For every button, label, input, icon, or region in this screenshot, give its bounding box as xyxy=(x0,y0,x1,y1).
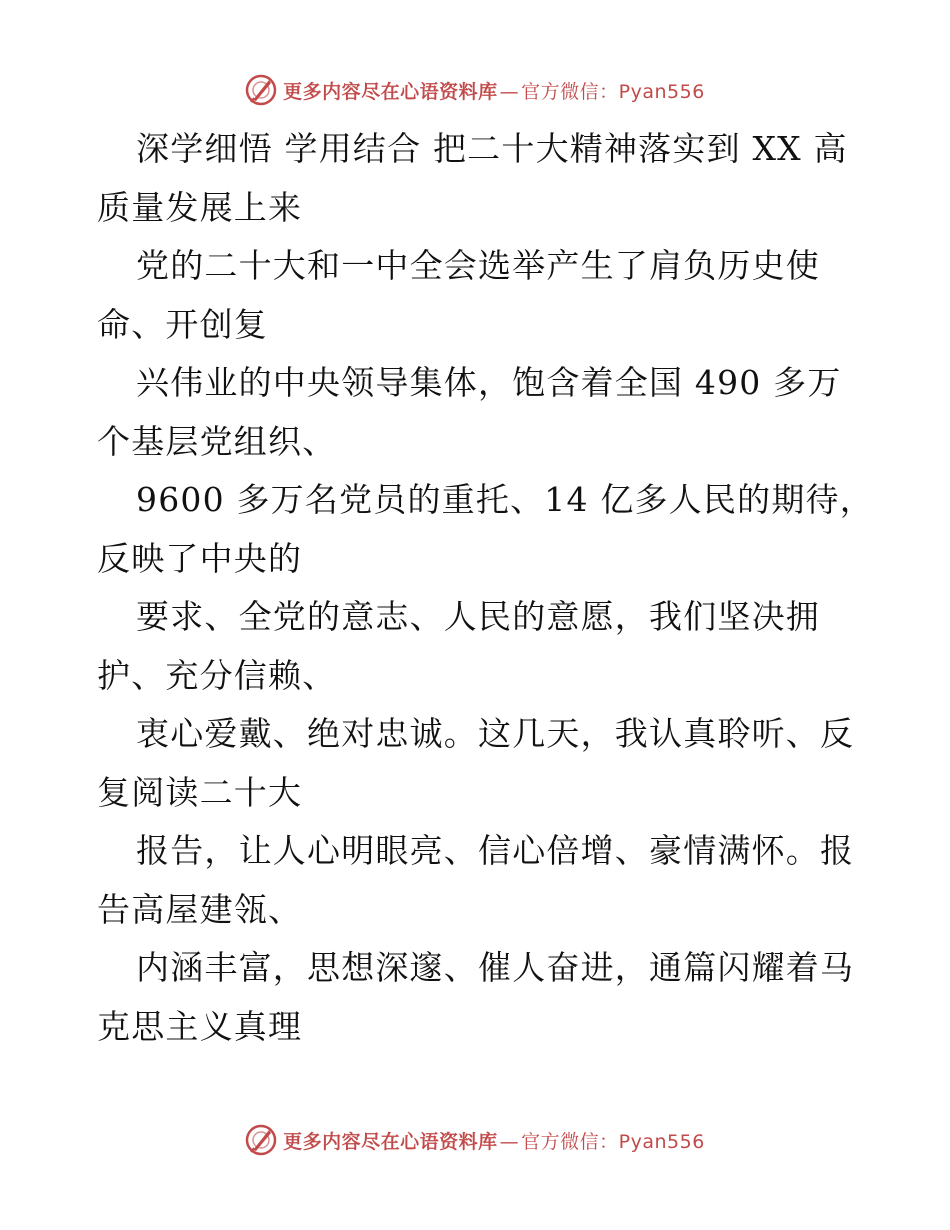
watermark-separator: — xyxy=(499,1130,520,1153)
paragraph-continuation-line: 护、充分信赖、 xyxy=(97,655,337,695)
quill-logo-icon xyxy=(245,1124,277,1156)
quill-logo-icon xyxy=(245,74,277,106)
paragraph-continuation-line: 反映了中央的 xyxy=(97,538,303,578)
paragraph-line: 兴伟业的中央领导集体，饱含着全国 490 多万 xyxy=(136,363,842,402)
paragraph-line: 9600 多万名党员的重托、14 亿多人民的期待， xyxy=(136,480,874,519)
paragraph-continuation-line: 命、开创复 xyxy=(97,304,268,344)
paragraph-continuation-line: 复阅读二十大 xyxy=(97,772,303,812)
watermark-text xyxy=(283,77,705,104)
header-watermark xyxy=(0,70,950,110)
paragraph-line: 内涵丰富，思想深邃、催人奋进，通篇闪耀着马 xyxy=(136,948,855,987)
watermark-main: 更多内容尽在心语资料库 xyxy=(283,1130,498,1153)
footer-watermark xyxy=(0,1120,950,1160)
paragraph-line: 报告，让人心明眼亮、信心倍增、豪情满怀。报 xyxy=(136,831,855,870)
paragraph-continuation-line: 质量发展上来 xyxy=(97,187,303,227)
watermark-separator: — xyxy=(499,80,520,103)
watermark-text xyxy=(283,1127,705,1154)
document-body xyxy=(97,120,874,1056)
paragraph-continuation-line: 克思主义真理 xyxy=(97,1006,303,1046)
paragraph-line: 衷心爱戴、绝对忠诚。这几天，我认真聆听、反 xyxy=(136,714,855,753)
paragraph-continuation-line: 个基层党组织、 xyxy=(97,421,337,461)
paragraph-line: 深学细悟 学用结合 把二十大精神落实到 XX 高 xyxy=(136,129,848,168)
watermark-main: 更多内容尽在心语资料库 xyxy=(283,80,498,103)
watermark-official: 官方微信：Pyan556 xyxy=(521,80,705,103)
watermark-official: 官方微信：Pyan556 xyxy=(521,1130,705,1153)
paragraph-line: 党的二十大和一中全会选举产生了肩负历史使 xyxy=(136,246,820,285)
paragraph-continuation-line: 告高屋建瓴、 xyxy=(97,889,303,929)
paragraph-line: 要求、全党的意志、人民的意愿，我们坚决拥 xyxy=(136,597,820,636)
